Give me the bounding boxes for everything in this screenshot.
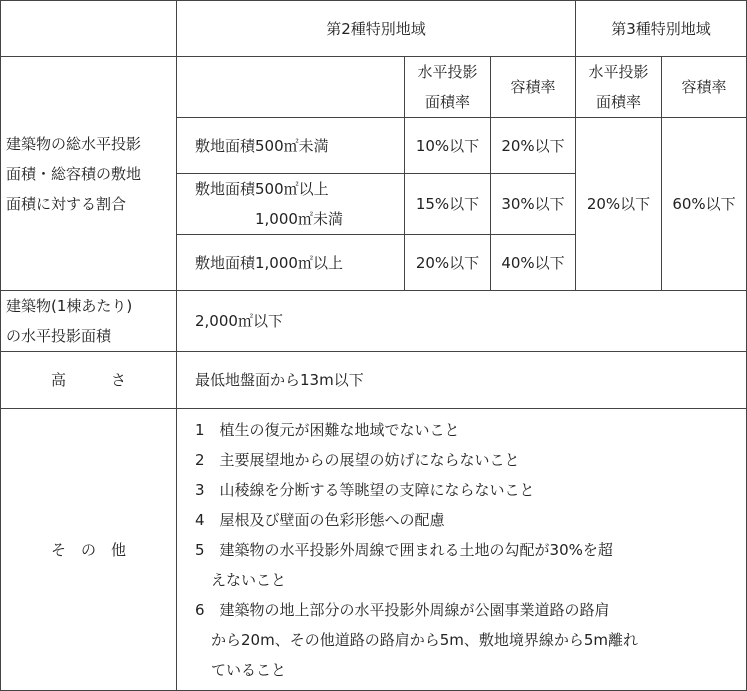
header-corner-cell (1, 1, 177, 57)
list-item: 2 主要展望地からの展望の妨げにならないこと (195, 450, 520, 469)
list-item: 3 山稜線を分断する等眺望の支障にならないこと (195, 480, 535, 499)
zone2-coverage-value: 15%以下 (405, 174, 491, 235)
zone2-far-value: 40%以下 (491, 235, 576, 291)
zone2-coverage-value: 10%以下 (405, 118, 491, 174)
zone3-coverage-value: 20%以下 (576, 118, 662, 291)
zone3-header: 第3種特別地域 (576, 1, 747, 57)
list-item: 5 建築物の水平投影外周線で囲まれる土地の勾配が30%を超 えないこと (195, 540, 613, 589)
height-row (1, 352, 747, 409)
list-item: 6 建築物の地上部分の水平投影外周線が公園事業道路の路肩 から20m、その他道路の路肩から5m、敷地境界線から5m離れ ていること (195, 600, 639, 679)
other-conditions-list (177, 409, 747, 691)
height-label: 高 さ (1, 352, 177, 409)
zone3-far-value: 60%以下 (662, 118, 747, 291)
zone2-coverage-value: 20%以下 (405, 235, 491, 291)
other-label: そ の 他 (1, 409, 177, 691)
zone2-coverage-header: 水平投影 面積率 (405, 57, 491, 118)
site-area-condition: 敷地面積500㎡未満 (177, 118, 405, 174)
site-area-condition: 敷地面積500㎡以上 1,000㎡未満 (177, 174, 405, 235)
other-row (1, 409, 747, 691)
zone2-far-value: 20%以下 (491, 118, 576, 174)
subheader-blank-cell (177, 57, 405, 118)
zone3-far-header: 容積率 (662, 57, 747, 118)
list-item: 4 屋根及び壁面の色彩形態への配慮 (195, 510, 445, 529)
header-row (1, 1, 747, 57)
zone2-far-header: 容積率 (491, 57, 576, 118)
subheader-row (1, 57, 747, 118)
building-area-label: 建築物(1棟あたり) の水平投影面積 (1, 291, 177, 352)
site-area-condition: 敷地面積1,000㎡以上 (177, 235, 405, 291)
zone3-coverage-header: 水平投影 面積率 (576, 57, 662, 118)
list-item: 1 植生の復元が困難な地域でないこと (195, 420, 460, 439)
building-area-row (1, 291, 747, 352)
building-area-value: 2,000㎡以下 (177, 291, 747, 352)
ratio-label: 建築物の総水平投影 面積・総容積の敷地 面積に対する割合 (1, 57, 177, 291)
zone2-far-value: 30%以下 (491, 174, 576, 235)
height-value: 最低地盤面から13m以下 (177, 352, 747, 409)
zone2-header: 第2種特別地域 (177, 1, 576, 57)
